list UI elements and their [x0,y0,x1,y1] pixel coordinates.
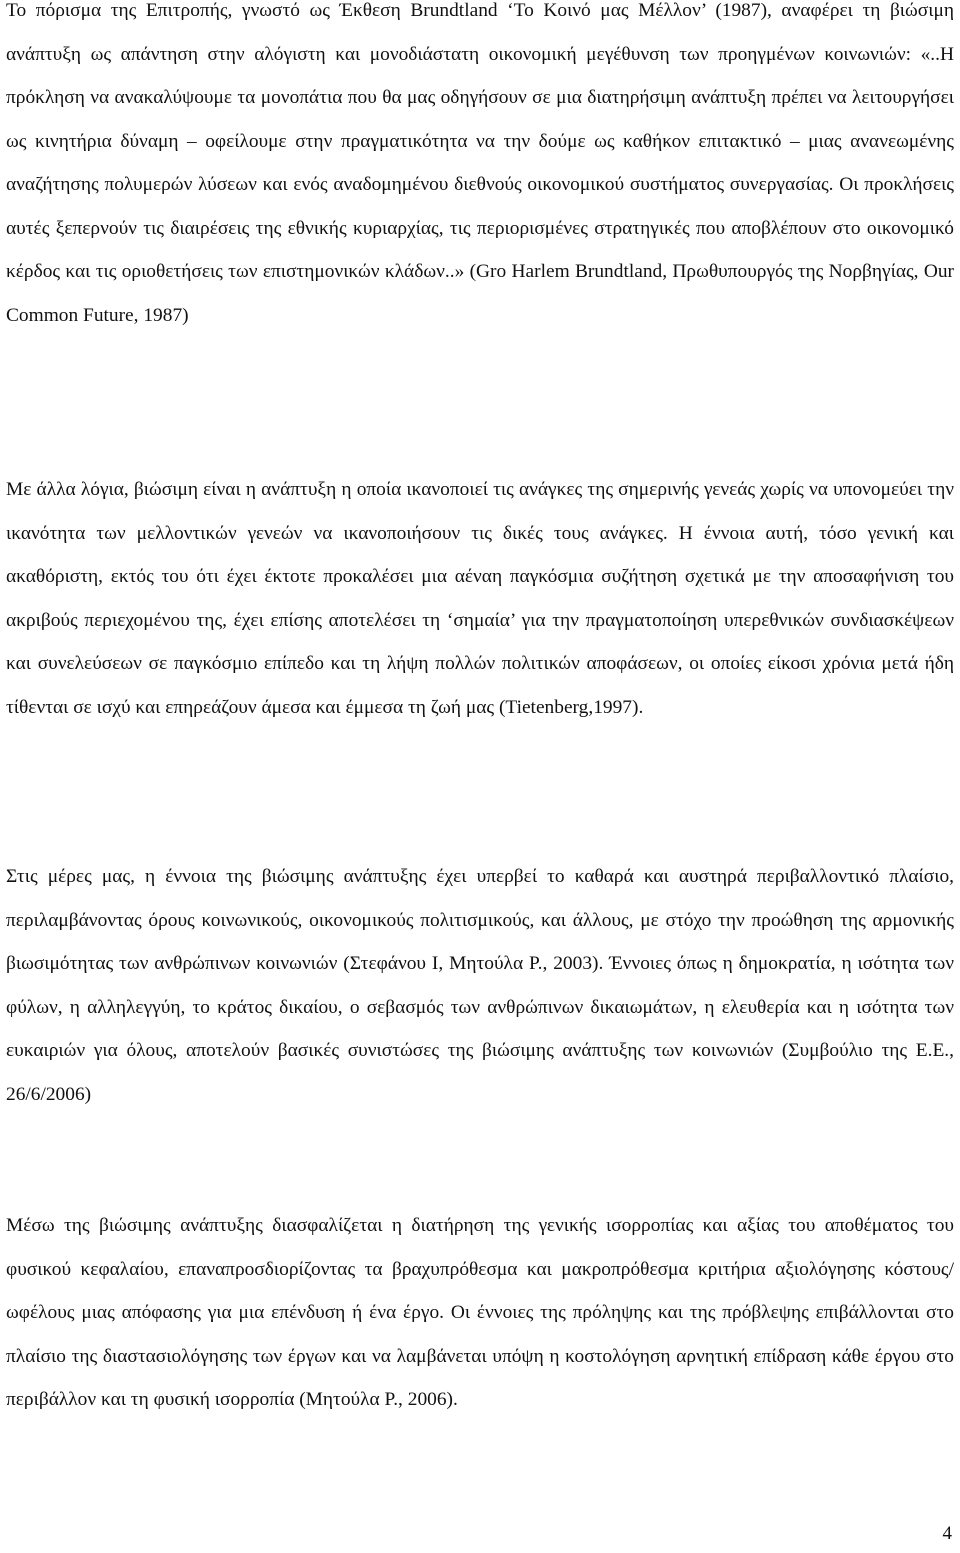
paragraph-sustainable-definition: Με άλλα λόγια, βιώσιμη είναι η ανάπτυξη η οποία ικανοποιεί τις ανάγκες της σημερινής γενεάς χωρίς να υπονομεύει την ικανότητα των μελλοντικών γενεών να ικανοποιήσουν τις δικές τους ανάγκες. Η έννοια αυτή, τόσο γενική και ακαθόριστη, εκτός του ότι έχει έκτοτε προκαλέσει μια αέναη παγκόσμια συζήτηση σχετικά με την αποσαφήνιση του ακριβούς περιεχομένου της, έχει επίσης αποτελέσει τη ‘σημαία’ για την πραγματοποίηση υπερεθνικών συνδιασκέψεων και συνελεύσεων σε παγκόσμιο επίπεδο και τη λήψη πολλών πολιτικών αποφάσεων, οι οποίες είκοσι χρόνια μετά ήδη τίθενται σε ισχύ και επηρεάζουν άμεσα και έμμεσα τη ζωή μας (Tietenberg,1997). [6,479,954,718]
paragraph-brundtland-report: Το πόρισμα της Επιτροπής, γνωστό ως Έκθεση Brundtland ‘Το Κοινό μας Μέλλον’ (1987), αναφέρει τη βιώσιμη ανάπτυξη ως απάντηση στην αλόγιστη και μονοδιάστατη οικονομική μεγέθυνση των προηγμένων κοινωνιών: «..Η πρόκληση να ανακαλύψουμε τα μονοπάτια που θα μας οδηγήσουν σε μια διατηρήσιμη ανάπτυξη πρέπει να λειτουργήσει ως κινητήρια δύναμη – οφείλουμε στην πραγματικότητα να την δούμε ως καθήκον επιτακτικό – μιας ανανεωμένης αναζήτησης πολυμερών λύσεων και ενός αναδομημένου διεθνούς οικονομικού συστήματος συνεργασίας. Οι προκλήσεις αυτές ξεπερνούν τις διαιρέσεις της εθνικής κυριαρχίας, τις περιορισμένες στρατηγικές που αποβλέπουν στο οικονομικό κέρδος και τις οριοθετήσεις των επιστημονικών κλάδων..» (Gro Harlem Brundtland, Πρωθυπουργός της Νορβηγίας, Our Common Future, 1987) [6,0,954,326]
paragraph-sustainable-today: Στις μέρες μας, η έννοια της βιώσιμης ανάπτυξης έχει υπερβεί το καθαρά και αυστηρά περιβαλλοντικό πλαίσιο, περιλαμβάνοντας όρους κοινωνικούς, οικονομικούς πολιτισμικούς, και άλλους, με στόχο την προώθηση της αρμονικής βιωσιμότητας των ανθρώπινων κοινωνιών (Στεφάνου Ι, Μητούλα Ρ., 2003). Έννοιες όπως η δημοκρατία, η ισότητα των φύλων, η αλληλεγγύη, το κράτος δικαίου, ο σεβασμός των ανθρώπινων δικαιωμάτων, η ελευθερία και η ισότητα των ευκαιριών για όλους, αποτελούν βασικές συνιστώσες της βιώσιμης ανάπτυξης των κοινωνιών (Συμβούλιο της Ε.Ε., 26/6/2006) [6,866,954,1105]
page-number: 4 [942,1523,952,1544]
paragraph-natural-capital: Μέσω της βιώσιμης ανάπτυξης διασφαλίζεται η διατήρηση της γενικής ισορροπίας και αξίας του αποθέματος του φυσικού κεφαλαίου, επαναπροσδιορίζοντας τα βραχυπρόθεσμα και μακροπρόθεσμα κριτήρια αξιολόγησης κόστους/ ωφέλους μιας απόφασης για μια επένδυση ή ένα έργο. Οι έννοιες της πρόληψης και της πρόβλεψης επιβάλλονται στο πλαίσιο της διαστασιολόγησης των έργων και να λαμβάνεται υπόψη η κοστολόγηση αρνητική επίδραση κάθε έργου στο περιβάλλον και τη φυσική ισορροπία (Μητούλα Ρ., 2006). [6,1215,954,1410]
